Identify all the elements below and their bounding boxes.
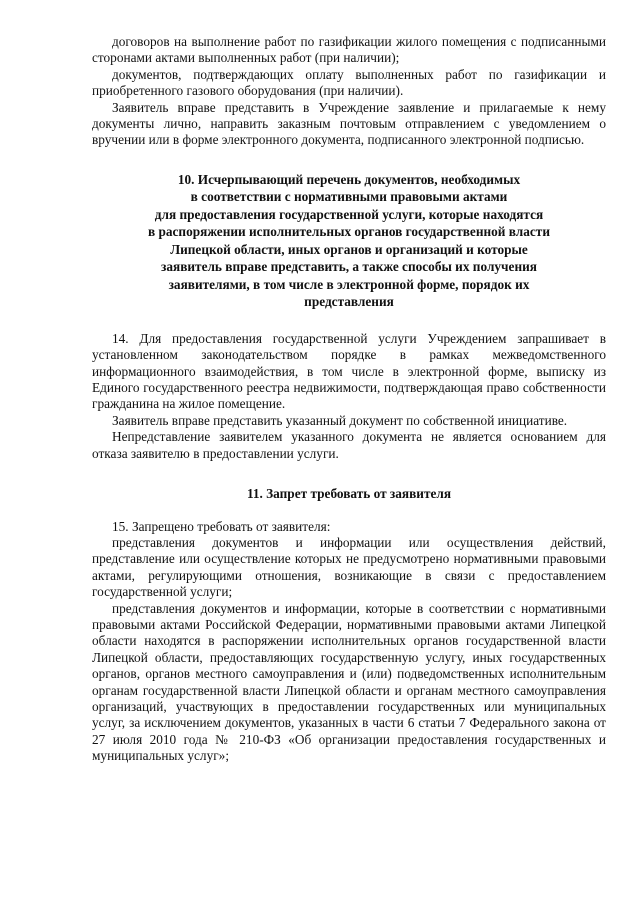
- heading-line: в соответствии с нормативными правовыми актами: [190, 189, 508, 205]
- paragraph: представления документов и информации или осуществления действий, представление или осуществление которых не предусмотрено нормативными правовыми актами, регулирующими отношения, возникающие в связи с предоставлением государственной услуги;: [92, 534, 606, 600]
- paragraph: договоров на выполнение работ по газификации жилого помещения с подписанными сторонами актами выполненных работ (при наличии);: [92, 34, 606, 66]
- paragraph: 15. Запрещено требовать от заявителя:: [112, 518, 331, 534]
- paragraph: Заявитель вправе представить в Учреждение заявление и прилагаемые к нему документы лично, направить заказным почтовым отправлением с уведомлением о вручении или в форме электронного документа, подписанного электронной подписью.: [92, 99, 606, 148]
- paragraph: Заявитель вправе представить указанный документ по собственной инициативе.: [112, 412, 568, 428]
- heading-line: Липецкой области, иных органов и организаций и которые: [170, 241, 528, 257]
- section-10-heading: [92, 171, 606, 311]
- heading-line: 10. Исчерпывающий перечень документов, необходимых: [177, 171, 521, 187]
- paragraph: представления документов и информации, которые в соответствии с нормативными правовыми актами Российской Федерации, нормативными правовыми актами Липецкой области находятся в распоряжении исполнительных органов государственной власти Липецкой области, предоставляющих государственную услугу, иных государственных органов, органов местного самоуправления и (или) подведомственных исполнительным органам государственной власти Липецкой области и органам местного самоуправления организаций, участвующих в предоставлении государственных или муниципальных услуг, за исключением документов, указанных в части 6 статьи 7 Федерального закона от 27 июля 2010 года № 210-ФЗ «Об организации предоставления государственных и муниципальных услуг»;: [92, 600, 606, 764]
- heading-line: для предоставления государственной услуги, которые находятся: [154, 206, 544, 222]
- heading-line: представления: [304, 294, 394, 310]
- heading-line: в распоряжении исполнительных органов государственной власти: [147, 224, 550, 240]
- paragraph: 14. Для предоставления государственной услуги Учреждением запрашивает в установленном законодательством порядке в рамках межведомственного информационного взаимодействия, в том числе в электронной форме, выписку из Единого государственного реестра недвижимости, подтверждающая право собственности гражданина на жилое помещение.: [92, 330, 606, 412]
- section-11-heading: 11. Запрет требовать от заявителя: [246, 486, 452, 502]
- heading-line: заявителями, в том числе в электронной форме, порядок их: [168, 276, 530, 292]
- paragraph: документов, подтверждающих оплату выполненных работ по газификации и приобретенного газового оборудования (при наличии).: [92, 66, 606, 99]
- heading-line: заявитель вправе представить, а также способы их получения: [161, 259, 537, 275]
- paragraph: Непредставление заявителем указанного документа не является основанием для отказа заявителю в предоставлении услуги.: [92, 429, 606, 461]
